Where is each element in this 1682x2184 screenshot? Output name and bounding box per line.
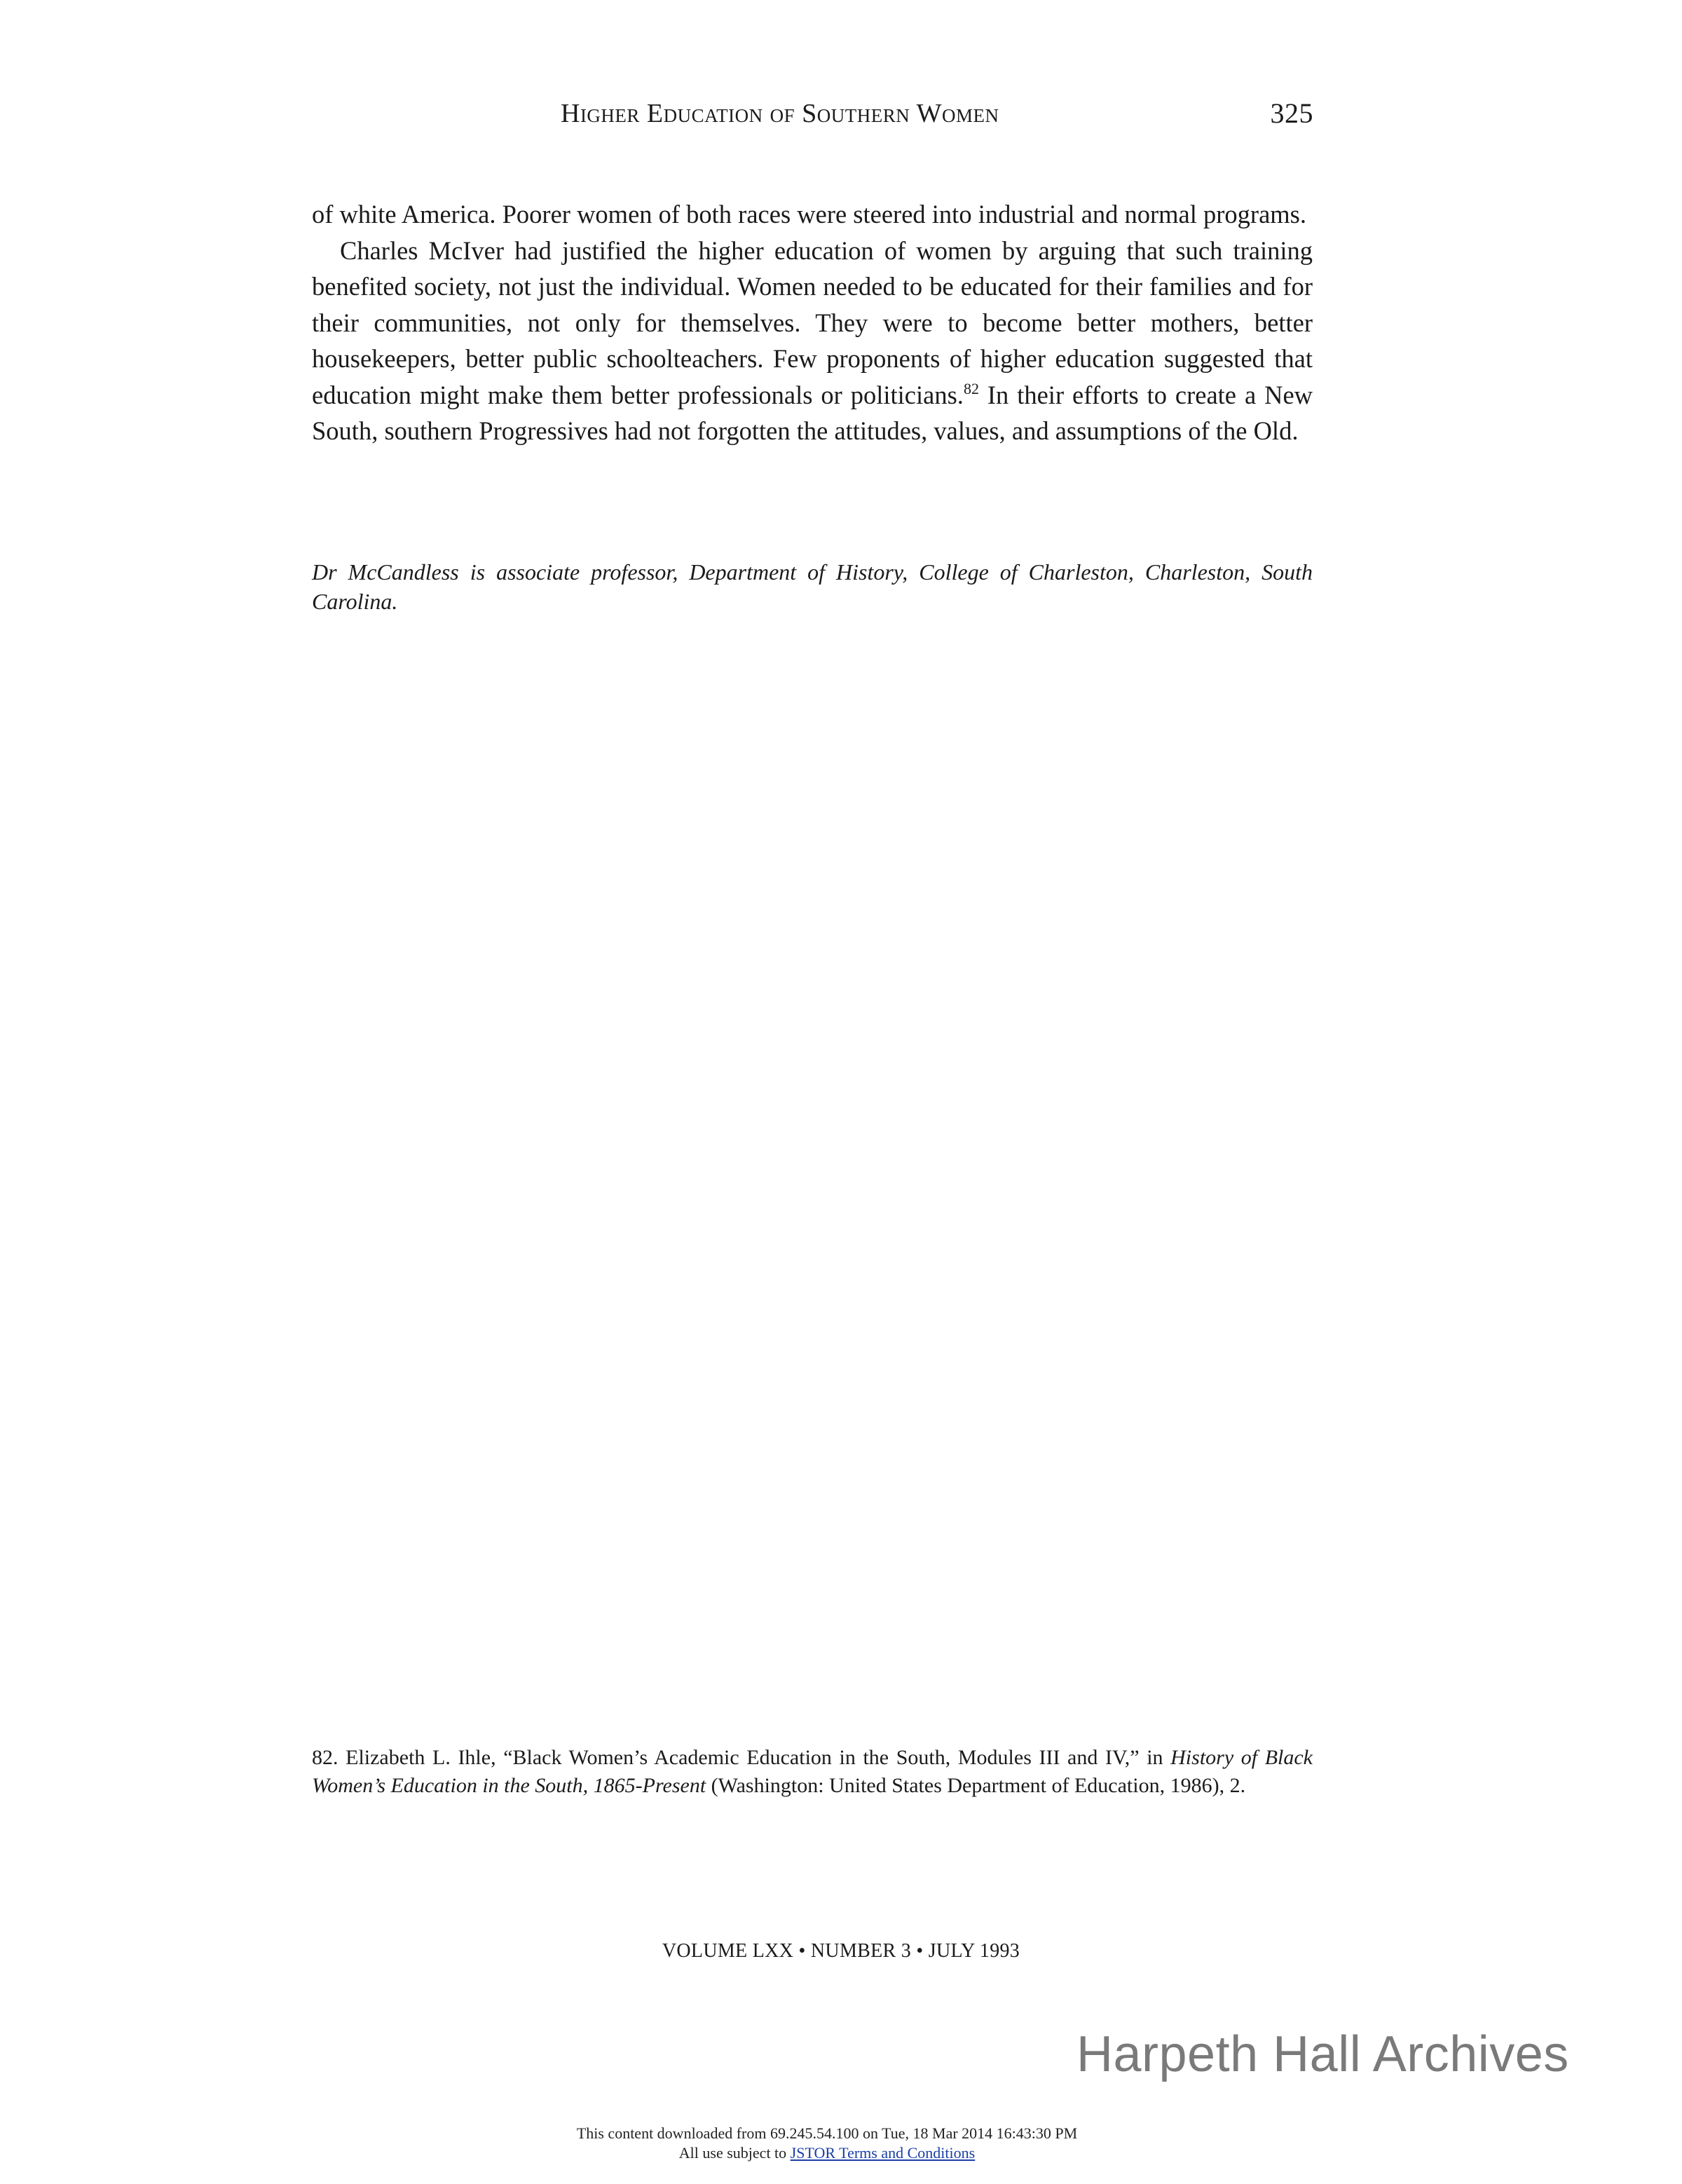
terms-prefix: All use subject to: [678, 2144, 791, 2162]
page-number: 325: [1270, 97, 1313, 129]
paragraph-2-continuation: In their efforts to create a New South, southern Progressives had not forgotten the attitudes, values, and assumptions of the Old.: [312, 380, 1313, 445]
running-head: [561, 98, 1318, 137]
jstor-terms-link[interactable]: JSTOR Terms and Conditions: [790, 2144, 976, 2162]
terms-line: [0, 2143, 1654, 2163]
paragraph-2: [312, 233, 1313, 449]
body-text: [312, 196, 1313, 449]
author-note: Dr McCandless is associate professor, Department of History, College of Charleston, Charleston, South Carolina.: [312, 559, 1313, 614]
journal-issue-line: VOLUME LXX • NUMBER 3 • JULY 1993: [662, 1940, 1020, 1962]
running-head-title: Higher Education of Southern Women: [561, 99, 999, 128]
footnote-reference-82[interactable]: 82: [963, 379, 979, 397]
footnote-text: Elizabeth L. Ihle, “Black Women’s Academic Education in the South, Modules III and IV,” in: [346, 1746, 1171, 1769]
download-info-line: This content downloaded from 69.245.54.100 on Tue, 18 Mar 2014 16:43:30 PM: [576, 2124, 1078, 2142]
footnote-82: [312, 1744, 1313, 1800]
footnote-book-title: History of Black Women’s Education in the South, 1865-Present: [312, 1746, 1313, 1797]
paragraph-2-text: Charles McIver had justified the higher education of women by arguing that such training benefited society, not just the individual. Women needed to be educated for their families and for their communities, not only for themselves. They were to become better mothers, better housekeepers, better public schoolteachers. Few proponents of higher education suggested that education might make them better professionals or politicians.: [312, 236, 1313, 409]
archive-watermark: Harpeth Hall Archives: [1076, 2026, 1569, 2082]
download-info: [0, 2124, 1654, 2163]
footnote-publication: (Washington: United States Department of Education, 1986), 2.: [706, 1774, 1246, 1797]
paragraph-1: of white America. Poorer women of both races were steered into industrial and normal programs.: [312, 200, 1307, 228]
footnote-number: 82.: [312, 1746, 346, 1769]
